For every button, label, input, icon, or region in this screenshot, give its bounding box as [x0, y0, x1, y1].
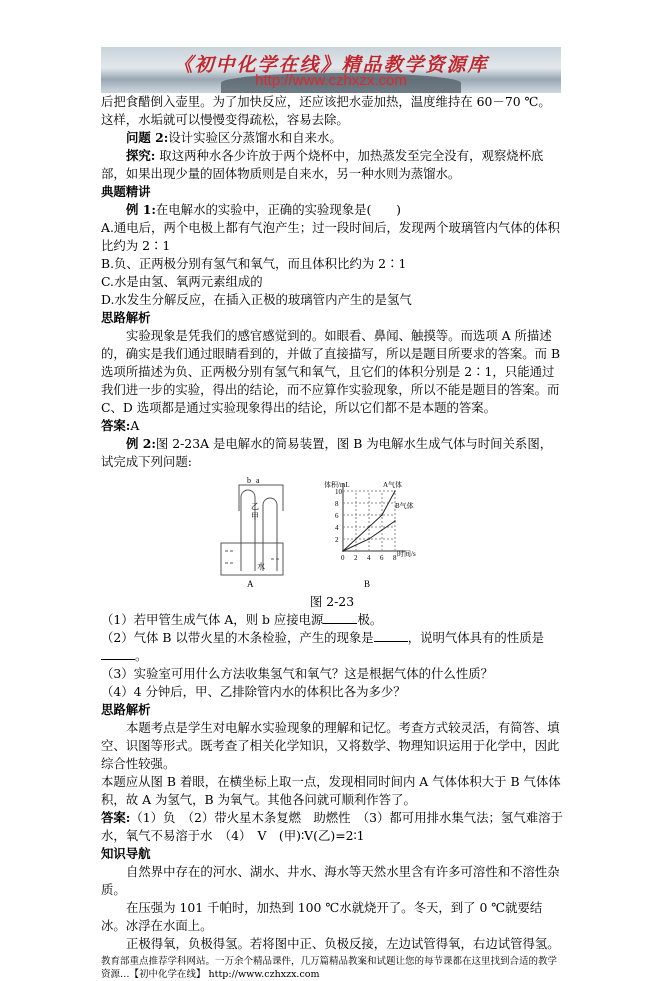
data-point: [394, 490, 396, 492]
analysis: 本题应从图 B 着眼，在横坐标上取一点，发现相同时间内 A 气体体积大于 B 气体体积，故 A 为氢气，B 为氧气。其他各问就可顺利作答了。: [101, 774, 561, 807]
x-axis-label: 时间/s: [397, 550, 416, 558]
answer-blank[interactable]: [101, 648, 135, 660]
label: 答案:: [101, 810, 131, 825]
answer-blank[interactable]: [323, 612, 357, 624]
x-tick-label: 8: [393, 554, 397, 562]
tube-right: [263, 498, 277, 571]
y-axis-label: 体积/mL: [324, 481, 350, 489]
data-point: [394, 520, 396, 522]
text: 在电解水的实验中，正确的实验现象是( ): [155, 202, 401, 217]
data-point: [368, 526, 370, 528]
gas-volume-chart: [335, 483, 405, 562]
footer-note: [101, 955, 563, 981]
figure-a-label: A: [247, 579, 254, 589]
label: 问题 2:: [126, 130, 169, 145]
text: A: [130, 418, 140, 433]
analysis: 实验现象是凭我们的感官感觉到的。如眼看、鼻闻、触摸等。而选项 A 所描述的，确实是我们通过眼睛看到的，并做了直接描写，所以是题目所要求的答案。而 B 选项所描述为负、正两极分别有氢气和氧气，且它们的体积分别是 2∶1，只能通过我们进一步的实验，得出的结论，而不应算作实验现象，所以不能是题目的答案。而 C、D 选项都是通过实验现象得出的结论，所以它们都不是本题的答案。: [101, 328, 561, 415]
header-banner: [101, 47, 561, 93]
figure-2-23: [101, 475, 563, 593]
banner-url[interactable]: http://www.czhxzx.com: [255, 72, 407, 89]
text: 极。: [357, 612, 383, 627]
y-tick-label: 6: [335, 512, 339, 520]
sub-question-3: （3）实验室可用什么方法收集氢气和氧气？这是根据气体的什么性质？: [101, 666, 493, 681]
figure-caption: 图 2-23: [309, 594, 355, 609]
option-a: A.通电后，两个电极上都有气泡产生；过一段时间后，发现两个玻璃管内气体的体积比约为 2∶1: [101, 220, 560, 253]
text: （1）若甲管生成气体 A，则 b 应接电源: [101, 612, 324, 627]
electrolysis-apparatus: [221, 485, 283, 575]
text: 图 2-23A 是电解水的简易装置，图 B 为电解水生成气体与时间关系图，试完成下列问题:: [101, 436, 553, 469]
data-point: [368, 538, 370, 540]
tube-yi-label: 乙: [251, 502, 259, 511]
x-tick-label: 4: [367, 554, 371, 562]
example-2: [101, 435, 563, 471]
footer-link[interactable]: http://www.czhxzx.com: [208, 969, 320, 980]
y-tick-label: 8: [335, 500, 339, 508]
section-heading: 典题精讲: [101, 184, 151, 199]
answer-2: [101, 809, 563, 845]
label: 探究:: [126, 148, 156, 163]
label: 例 1:: [126, 202, 156, 217]
data-point: [342, 550, 344, 552]
paragraph: 后把食醋倒入壶里。为了加快反应，还应该把水壶加热，温度维持在 60－70 ℃。这样，水垢就可以慢慢变得疏松，容易去除。: [101, 94, 551, 127]
x-tick-label: 2: [354, 554, 358, 562]
label: 例 2:: [126, 436, 156, 451]
series-b-label: B气体: [395, 502, 414, 510]
sub-question-1: [101, 611, 563, 629]
text: 。: [135, 648, 148, 663]
question-2: [101, 129, 563, 147]
y-tick-label: 2: [335, 536, 339, 544]
answer-blank[interactable]: [374, 630, 408, 642]
y-tick-label: 10: [335, 488, 342, 496]
water-label: 水: [257, 562, 265, 571]
footer-text: 教育部重点推荐学科网站。一万余个精品课件，几万篇精品教案和试题让您的每节课都在这里找到合适的教学资源…【初中化学在线】: [101, 956, 558, 980]
electrode-b-label: b: [247, 476, 251, 485]
answer-1: [101, 417, 563, 435]
knowledge-1: 自然界中存在的河水、湖水、井水、海水等天然水里含有许多可溶性和不溶性杂质。: [101, 864, 560, 897]
knowledge-3: 正极得氧，负极得氢。若将图中正、负极反接，左边试管得氧，右边试管得氢。: [126, 936, 560, 951]
tube-jia-label: 甲: [251, 512, 259, 521]
sub-question-2: [101, 629, 563, 665]
option-b: B.负、正两极分别有氢气和氧气，而且体积比约为 2∶1: [101, 256, 407, 271]
x-tick-label: 0: [341, 554, 345, 562]
section-heading: 知识导航: [101, 846, 151, 861]
text: 设计实验区分蒸馏水和自来水。: [168, 130, 342, 145]
label: 答案:: [101, 418, 131, 433]
sub-question-4: （4）4 分钟后，甲、乙排除管内水的体积比各为多少？: [101, 684, 406, 699]
electrode-a-label: a: [256, 476, 260, 485]
explore: [101, 147, 563, 183]
data-point: [381, 514, 383, 516]
section-heading: 思路解析: [101, 310, 151, 325]
series-a-label: A气体: [383, 481, 403, 489]
figure-b-label: B: [364, 579, 371, 589]
option-d: D.水发生分解反应，在插入正极的玻璃管内产生的是氢气: [101, 292, 412, 307]
text: （1）负 （2）带火星木条复燃 助燃性 （3）都可用排水集气法；氢气难溶于水，氧气不易溶于水 （4） V (甲)∶V(乙)=2∶1: [101, 810, 563, 843]
figure-svg: [101, 475, 563, 593]
x-tick-label: 6: [380, 554, 384, 562]
banner-title: 《初中化学在线》精品教学资源库: [173, 54, 489, 76]
option-c: C.水是由氢、氧两元素组成的: [101, 274, 263, 289]
wire: [239, 485, 283, 511]
text: （2）气体 B 以带火星的木条检验，产生的现象是: [101, 630, 374, 645]
knowledge-2: 在压强为 101 千帕时，加热到 100 ℃水就烧开了。冬天，到了 0 ℃就要结冰。冰浮在水面上。: [101, 900, 543, 933]
document-body: [101, 93, 563, 981]
text: 取这两种水各少许放于两个烧杯中，加热蒸发至完全没有，观察烧杯底部，如果出现少量的固体物质则是自来水，另一种水则为蒸馏水。: [101, 148, 544, 181]
y-tick-label: 4: [335, 524, 339, 532]
analysis: 本题考点是学生对电解水实验现象的理解和记忆。考查方式较灵活，有简答、填空、识图等形式。既考查了相关化学知识，又将数学、物理知识运用于化学中，因此综合性较强。: [101, 720, 560, 771]
example-1: [101, 201, 563, 219]
text: ，说明气体具有的性质是: [407, 630, 544, 645]
section-heading: 思路解析: [101, 702, 151, 717]
